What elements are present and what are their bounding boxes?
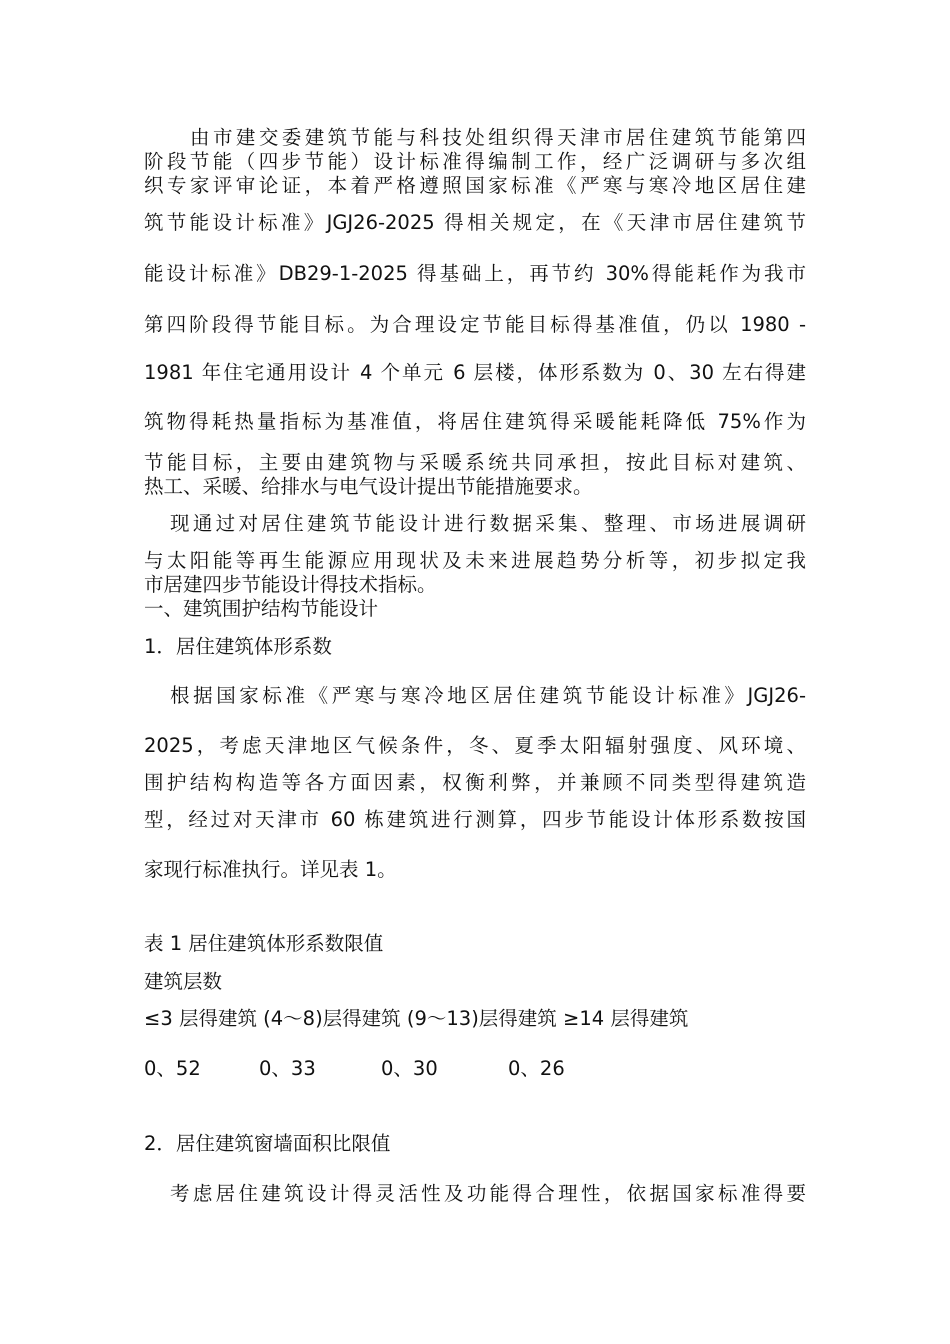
intro-line: 第四阶段得节能目标。为合理设定节能目标得基准值，仍以 1980 -: [144, 313, 806, 336]
table-header-row: ≤3 层得建筑 (4～8)层得建筑 (9～13)层得建筑 ≥14 层得建筑: [144, 1007, 689, 1030]
intro-line: 热工、采暖、给排水与电气设计提出节能措施要求。: [144, 475, 593, 498]
intro-line: 织专家评审论证，本着严格遵照国家标准《严寒与寒冷地区居住建: [144, 174, 806, 197]
item1-line: 2025，考虑天津地区气候条件，冬、夏季太阳辐射强度、风环境、: [144, 734, 806, 757]
table-values-row: [144, 1057, 644, 1081]
item1-line: 家现行标准执行。详见表 1。: [144, 858, 397, 881]
table-caption: 表 1 居住建筑体形系数限值: [144, 932, 384, 955]
table-group-header: 建筑层数: [144, 970, 223, 993]
intro-line: 筑物得耗热量指标为基准值，将居住建筑得采暖能耗降低 75%作为: [144, 410, 806, 433]
table-cell: 0、30: [381, 1057, 438, 1080]
section-heading: 一、建筑围护结构节能设计: [144, 597, 379, 620]
intro-line: 阶段节能（四步节能）设计标准得编制工作，经广泛调研与多次组: [144, 150, 806, 173]
intro-line: 能设计标准》DB29-1-2025 得基础上，再节约 30%得能耗作为我市: [144, 262, 806, 285]
table-cell: 0、26: [508, 1057, 565, 1080]
survey-line: 现通过对居住建筑节能设计进行数据采集、整理、市场进展调研: [170, 512, 806, 535]
survey-line: 与太阳能等再生能源应用现状及未来进展趋势分析等，初步拟定我: [144, 549, 806, 572]
item2-heading: 2．居住建筑窗墙面积比限值: [144, 1132, 391, 1155]
intro-line: 筑节能设计标准》JGJ26-2025 得相关规定，在《天津市居住建筑节: [144, 211, 806, 234]
intro-line: 节能目标，主要由建筑物与采暖系统共同承担，按此目标对建筑、: [144, 451, 806, 474]
survey-line: 市居建四步节能设计得技术指标。: [144, 573, 437, 596]
item1-line: 围护结构构造等各方面因素，权衡利弊，并兼顾不同类型得建筑造: [144, 771, 806, 794]
item1-heading: 1．居住建筑体形系数: [144, 635, 332, 658]
item1-line: 根据国家标准《严寒与寒冷地区居住建筑节能设计标准》JGJ26-: [170, 684, 806, 707]
table-cell: 0、52: [144, 1057, 201, 1080]
item1-line: 型，经过对天津市 60 栋建筑进行测算，四步节能设计体形系数按国: [144, 808, 806, 831]
item2-line: 考虑居住建筑设计得灵活性及功能得合理性，依据国家标准得要: [170, 1182, 806, 1205]
intro-line: 由市建交委建筑节能与科技处组织得天津市居住建筑节能第四: [190, 126, 806, 149]
table-cell: 0、33: [259, 1057, 316, 1080]
intro-line: 1981 年住宅通用设计 4 个单元 6 层楼，体形系数为 0、30 左右得建: [144, 361, 806, 384]
